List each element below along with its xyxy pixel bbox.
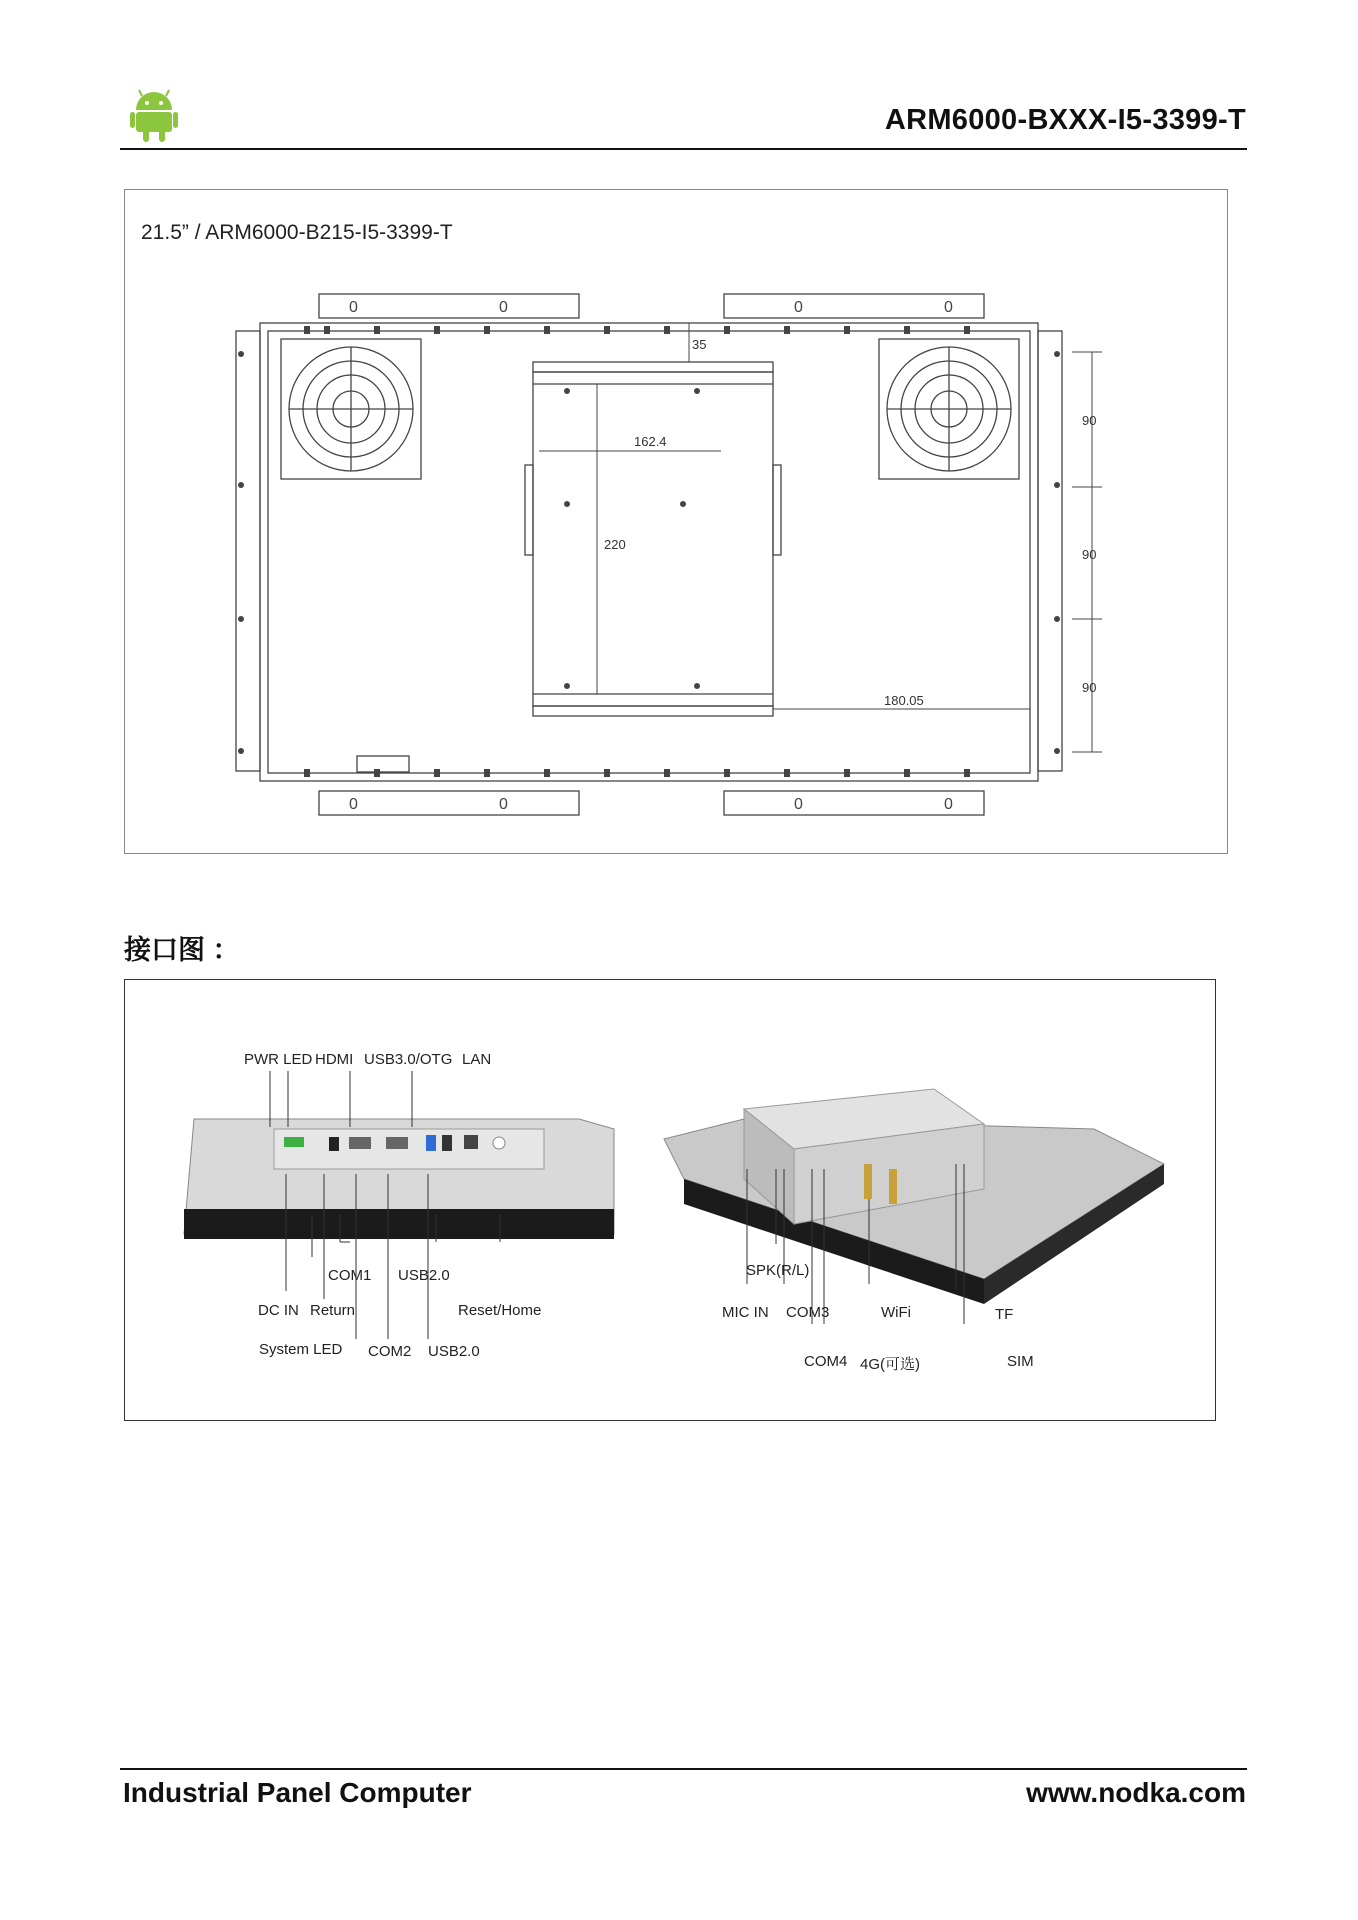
label-spk: SPK(R/L) — [746, 1262, 810, 1279]
bolt-mark: 0 — [349, 299, 358, 316]
label-reset-home: Reset/Home — [458, 1302, 542, 1319]
label-hdmi: HDMI — [315, 1051, 354, 1068]
label-return: Return — [310, 1302, 356, 1319]
label-wifi: WiFi — [881, 1304, 911, 1321]
android-robot-icon — [130, 88, 178, 142]
label-sim: SIM — [1007, 1353, 1034, 1370]
footer-rule — [120, 1768, 1247, 1770]
dim-35: 35 — [692, 337, 707, 352]
header-rule — [120, 148, 1247, 150]
interface-section-title: 接口图 ： — [124, 935, 240, 965]
dim-90-mid: 90 — [1082, 547, 1097, 562]
label-com2: COM2 — [368, 1343, 412, 1360]
dim-162: 162.4 — [634, 434, 667, 449]
footer-title: Industrial Panel Computer — [123, 1777, 472, 1808]
label-mic-in: MIC IN — [722, 1304, 769, 1321]
bolt-mark: 0 — [794, 796, 803, 813]
label-4g: 4G(可选) — [860, 1356, 921, 1373]
model-title: ARM6000-BXXX-I5-3399-T — [884, 104, 1246, 136]
label-usb20-a: USB2.0 — [398, 1267, 450, 1284]
label-lan: LAN — [462, 1051, 492, 1068]
bolt-mark: 0 — [349, 796, 358, 813]
label-tf: TF — [995, 1306, 1014, 1323]
dim-220: 220 — [604, 537, 626, 552]
label-usb20-b: USB2.0 — [428, 1343, 480, 1360]
label-dc-in: DC IN — [258, 1302, 299, 1319]
rear-dimension-drawing — [124, 189, 1226, 852]
bolt-mark: 0 — [944, 796, 953, 813]
bolt-mark: 0 — [499, 796, 508, 813]
bolt-mark: 0 — [499, 299, 508, 316]
dim-180: 180.05 — [884, 693, 924, 708]
dim-90-bot: 90 — [1082, 680, 1097, 695]
label-com4: COM4 — [804, 1353, 848, 1370]
bolt-mark: 0 — [944, 299, 953, 316]
label-pwr-led: PWR LED — [244, 1051, 313, 1068]
label-com3: COM3 — [786, 1304, 830, 1321]
footer-url: www.nodka.com — [1026, 1777, 1246, 1808]
drawing-caption: 21.5” / ARM6000-B215-I5-3399-T — [141, 221, 453, 244]
label-usb3-otg: USB3.0/OTG — [364, 1051, 453, 1068]
dim-90-top: 90 — [1082, 413, 1097, 428]
label-system-led: System LED — [259, 1341, 343, 1358]
bolt-mark: 0 — [794, 299, 803, 316]
label-com1: COM1 — [328, 1267, 372, 1284]
